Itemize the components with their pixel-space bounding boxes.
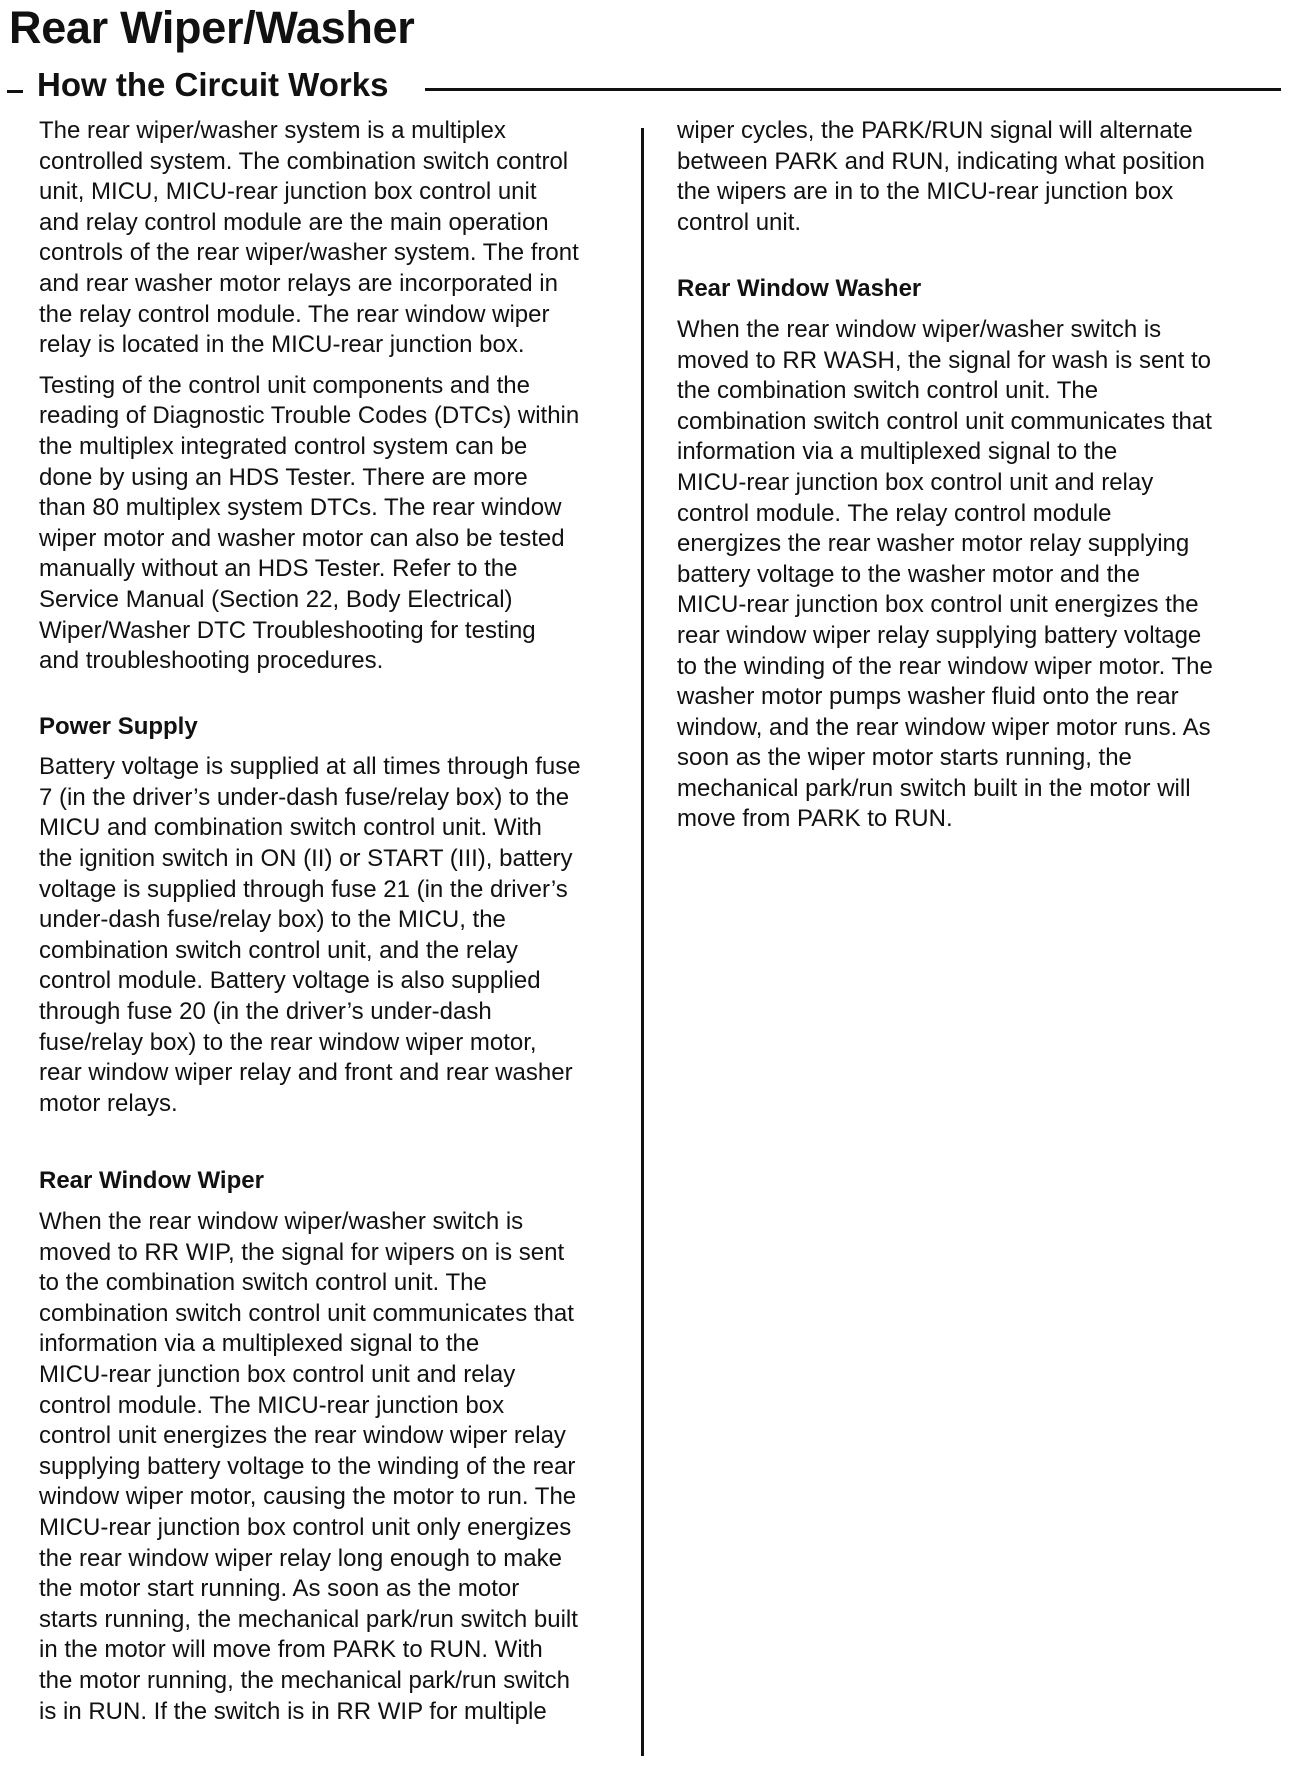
intro-paragraph-2 — [39, 371, 619, 677]
text-line: soon as the wiper motor starts running, the — [677, 744, 1132, 772]
text-line: and rear washer motor relays are incorporated in — [39, 269, 558, 297]
text-line: the relay control module. The rear window wiper — [39, 300, 550, 328]
text-line: control module. The relay control module — [677, 499, 1112, 527]
section-header-rule — [425, 88, 1281, 91]
text-line: information via a multiplexed signal to the — [39, 1330, 480, 1358]
text-line: moved to RR WIP, the signal for wipers on is sent — [39, 1238, 565, 1266]
text-line: battery voltage to the washer motor and the — [677, 560, 1140, 588]
text-line: combination switch control unit communicates that — [39, 1299, 574, 1327]
column-divider — [641, 128, 644, 1756]
text-line: the multiplex integrated control system can be — [39, 432, 528, 460]
section-title: How the Circuit Works — [37, 66, 389, 103]
text-line: control module. The MICU-rear junction box — [39, 1391, 505, 1419]
text-line: control unit. — [677, 208, 802, 236]
intro-paragraph-1 — [39, 116, 619, 361]
text-line: through fuse 20 (in the driver’s under-dash — [39, 998, 492, 1026]
text-line: to the winding of the rear window wiper motor. The — [677, 652, 1213, 680]
text-line: the motor start running. As soon as the motor — [39, 1575, 520, 1603]
text-line: rear window wiper relay and front and rear washer — [39, 1059, 573, 1087]
text-line: to the combination switch control unit. The — [39, 1269, 487, 1297]
text-line: Wiper/Washer DTC Troubleshooting for testing — [39, 616, 536, 644]
text-line: manually without an HDS Tester. Refer to the — [39, 555, 518, 583]
text-line: the wipers are in to the MICU-rear junction box — [677, 178, 1174, 206]
continuation-paragraph — [677, 116, 1259, 238]
text-line: is in RUN. If the switch is in RR WIP for multiple — [39, 1697, 547, 1725]
right-column — [677, 116, 1259, 835]
text-line: MICU and combination switch control unit. With — [39, 814, 542, 842]
text-line: starts running, the mechanical park/run switch built — [39, 1605, 578, 1633]
text-line: motor relays. — [39, 1089, 178, 1117]
section-header-dash — [7, 90, 23, 93]
text-line: under-dash fuse/relay box) to the MICU, the — [39, 906, 506, 934]
text-line: wiper motor and washer motor can also be tested — [39, 524, 565, 552]
text-line: than 80 multiplex system DTCs. The rear window — [39, 494, 562, 522]
text-line: controls of the rear wiper/washer system. The front — [39, 239, 579, 267]
text-line: Service Manual (Section 22, Body Electrical) — [39, 585, 513, 613]
text-line: combination switch control unit, and the relay — [39, 936, 518, 964]
text-line: MICU-rear junction box control unit energizes the — [677, 591, 1199, 619]
rear-window-wiper-paragraph — [39, 1207, 619, 1727]
text-line: window wiper motor, causing the motor to run. The — [39, 1483, 577, 1511]
text-line: The rear wiper/washer system is a multiplex — [39, 117, 506, 144]
page-title: Rear Wiper/Washer — [9, 2, 415, 53]
text-line: unit, MICU, MICU-rear junction box control unit — [39, 178, 537, 206]
text-line: reading of Diagnostic Trouble Codes (DTCs) within — [39, 402, 580, 430]
text-line: When the rear window wiper/washer switch is — [677, 315, 1162, 343]
text-line: the ignition switch in ON (II) or START (III), battery — [39, 845, 573, 873]
text-line: controlled system. The combination switch control — [39, 147, 569, 175]
text-line: information via a multiplexed signal to the — [677, 438, 1118, 466]
text-line: Testing of the control unit components and the — [39, 371, 530, 399]
text-line: MICU-rear junction box control unit and relay — [677, 468, 1154, 496]
text-line: wiper cycles, the PARK/RUN signal will alternate — [677, 117, 1193, 144]
text-line: MICU-rear junction box control unit only energizes — [39, 1513, 572, 1541]
text-line: move from PARK to RUN. — [677, 805, 953, 833]
text-line: 7 (in the driver’s under-dash fuse/relay box) to the — [39, 783, 570, 811]
rear-window-wiper-heading: Rear Window Wiper — [39, 1167, 264, 1195]
text-line: window, and the rear window wiper motor runs. As — [677, 713, 1211, 741]
text-line: voltage is supplied through fuse 21 (in the driver’s — [39, 875, 568, 903]
text-line: washer motor pumps washer fluid onto the rear — [677, 683, 1179, 711]
text-line: and troubleshooting procedures. — [39, 647, 384, 675]
text-line: energizes the rear washer motor relay supplying — [677, 530, 1190, 558]
text-line: When the rear window wiper/washer switch is — [39, 1208, 524, 1235]
text-line: the combination switch control unit. The — [677, 377, 1099, 405]
text-line: the motor running, the mechanical park/run switch — [39, 1666, 570, 1694]
rear-window-washer-heading: Rear Window Washer — [677, 275, 922, 303]
text-line: between PARK and RUN, indicating what position — [677, 147, 1205, 175]
text-line: the rear window wiper relay long enough to make — [39, 1544, 562, 1572]
power-supply-heading: Power Supply — [39, 712, 198, 740]
text-line: moved to RR WASH, the signal for wash is sent to — [677, 346, 1211, 374]
left-column — [39, 116, 619, 1727]
text-line: control module. Battery voltage is also supplied — [39, 967, 541, 995]
text-line: relay is located in the MICU-rear junction box. — [39, 331, 525, 359]
text-line: control unit energizes the rear window wiper relay — [39, 1422, 566, 1450]
text-line: rear window wiper relay supplying battery voltage — [677, 621, 1202, 649]
rear-window-washer-paragraph — [677, 315, 1259, 835]
section-header — [7, 62, 1281, 110]
text-line: combination switch control unit communicates that — [677, 407, 1212, 435]
text-line: and relay control module are the main operation — [39, 208, 549, 236]
text-line: fuse/relay box) to the rear window wiper motor, — [39, 1028, 537, 1056]
text-line: in the motor will move from PARK to RUN. With — [39, 1636, 543, 1664]
text-line: mechanical park/run switch built in the motor will — [677, 774, 1191, 802]
text-line: done by using an HDS Tester. There are more — [39, 463, 528, 491]
text-line: Battery voltage is supplied at all times through fuse — [39, 753, 581, 781]
power-supply-paragraph — [39, 752, 619, 1119]
text-line: MICU-rear junction box control unit and relay — [39, 1360, 516, 1388]
text-line: supplying battery voltage to the winding of the rear — [39, 1452, 576, 1480]
